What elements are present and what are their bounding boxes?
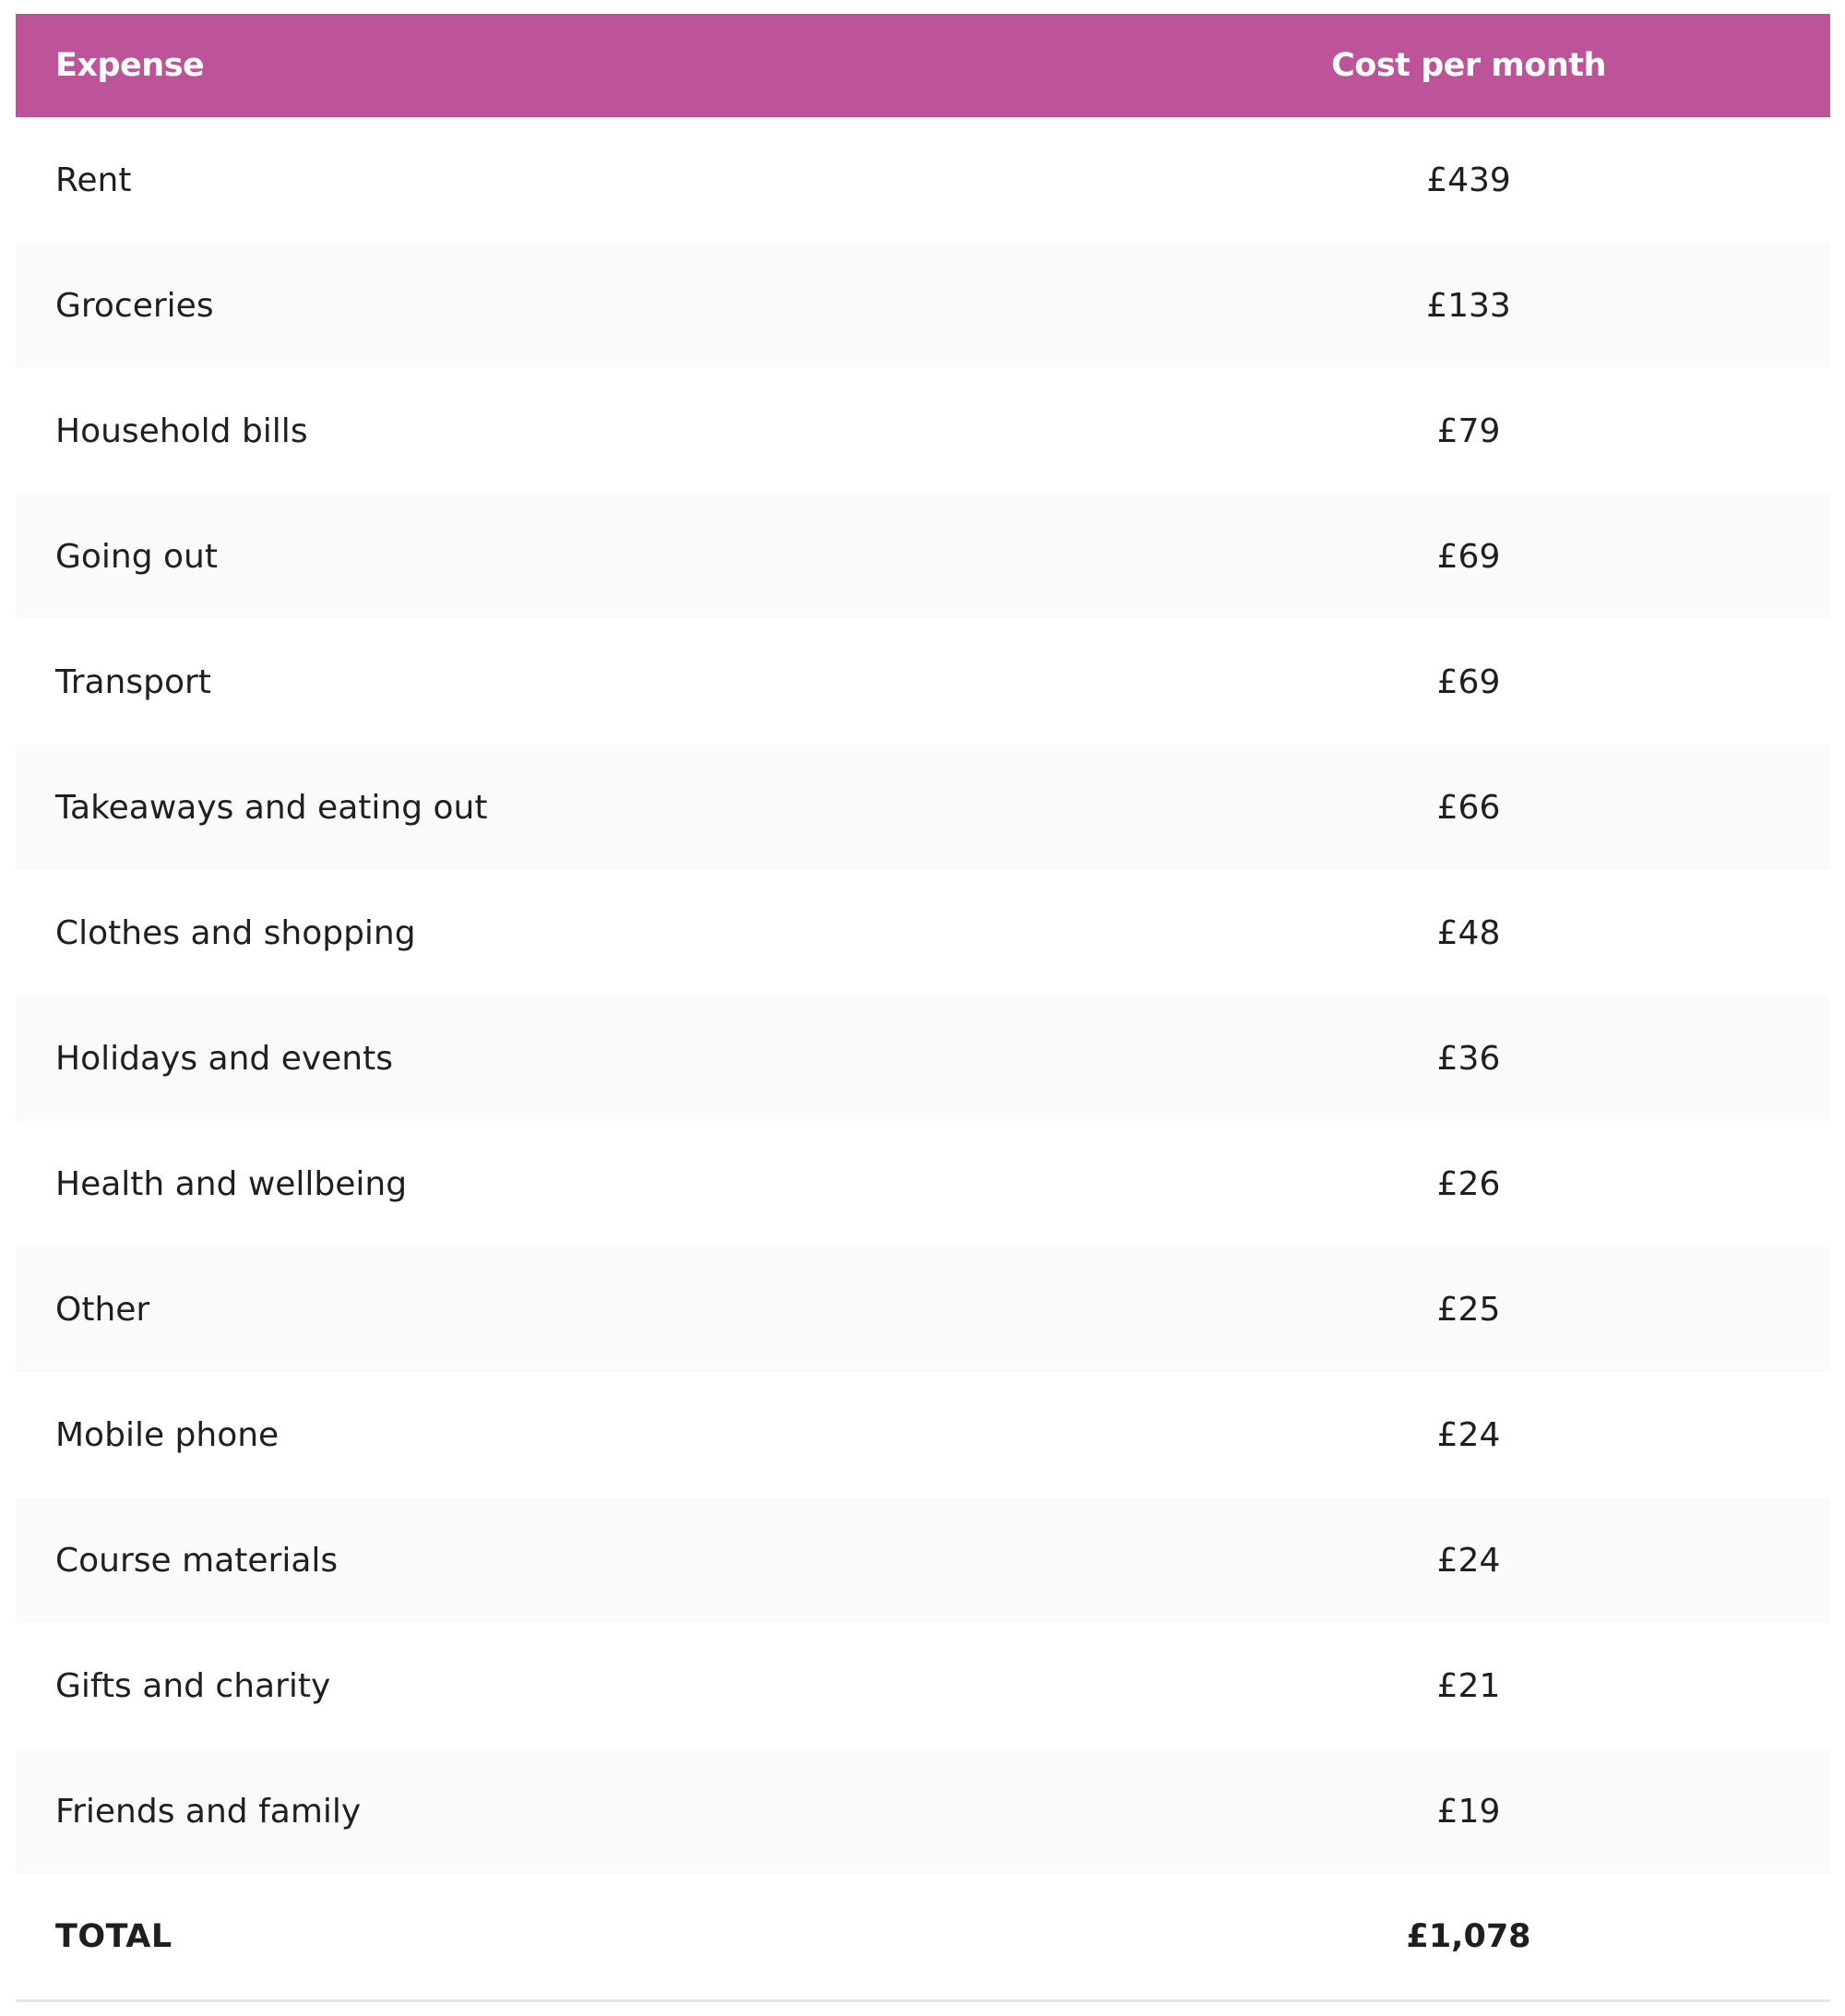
table-row [16, 619, 1830, 745]
table-row [16, 870, 1830, 996]
expense-cell: Clothes and shopping [55, 913, 416, 952]
cost-cell: £25 [1436, 1290, 1501, 1329]
expense-cell: Gifts and charity [55, 1666, 331, 1705]
total-row [16, 1874, 1830, 2002]
table-row [16, 1247, 1830, 1372]
expense-cell: Friends and family [55, 1792, 362, 1831]
table-row [16, 494, 1830, 619]
expense-cell: Household bills [55, 412, 308, 450]
table-row [16, 1497, 1830, 1623]
table-row [16, 1748, 1830, 1874]
expense-cell: Groceries [55, 286, 214, 325]
header-cost-per-month: Cost per month [1331, 47, 1606, 84]
cost-cell: £69 [1436, 537, 1501, 576]
table-row [16, 368, 1830, 494]
expense-cell: Holidays and events [55, 1039, 393, 1078]
table-row [16, 117, 1830, 243]
expense-table [16, 14, 1830, 2002]
expense-cell: Mobile phone [55, 1415, 280, 1454]
expense-cell: Course materials [55, 1541, 339, 1580]
cost-cell: £24 [1436, 1541, 1501, 1580]
table-row [16, 1623, 1830, 1748]
table-row [16, 243, 1830, 368]
cost-cell: £19 [1436, 1792, 1501, 1831]
cost-cell: £21 [1436, 1666, 1501, 1705]
table-row [16, 1121, 1830, 1247]
cost-cell: £79 [1436, 412, 1501, 450]
table-row [16, 1372, 1830, 1497]
cost-cell: £48 [1436, 913, 1501, 952]
cost-cell: £36 [1436, 1039, 1501, 1078]
table-row [16, 996, 1830, 1121]
expense-cell: Rent [55, 161, 132, 199]
cost-cell: £133 [1426, 286, 1511, 325]
header-expense: Expense [55, 47, 205, 84]
cost-cell: £66 [1436, 788, 1501, 827]
total-label: TOTAL [55, 1918, 173, 1955]
expense-cell: Going out [55, 537, 218, 576]
total-cost: £1,078 [1406, 1918, 1531, 1955]
cost-cell: £69 [1436, 662, 1501, 701]
expense-cell: Transport [55, 662, 211, 701]
table-header [16, 14, 1830, 117]
expense-cell: Other [55, 1290, 150, 1329]
cost-cell: £26 [1436, 1164, 1501, 1203]
expense-cell: Takeaways and eating out [55, 788, 488, 827]
table-row [16, 745, 1830, 870]
expense-cell: Health and wellbeing [55, 1164, 408, 1203]
cost-cell: £24 [1436, 1415, 1501, 1454]
cost-cell: £439 [1426, 161, 1511, 199]
